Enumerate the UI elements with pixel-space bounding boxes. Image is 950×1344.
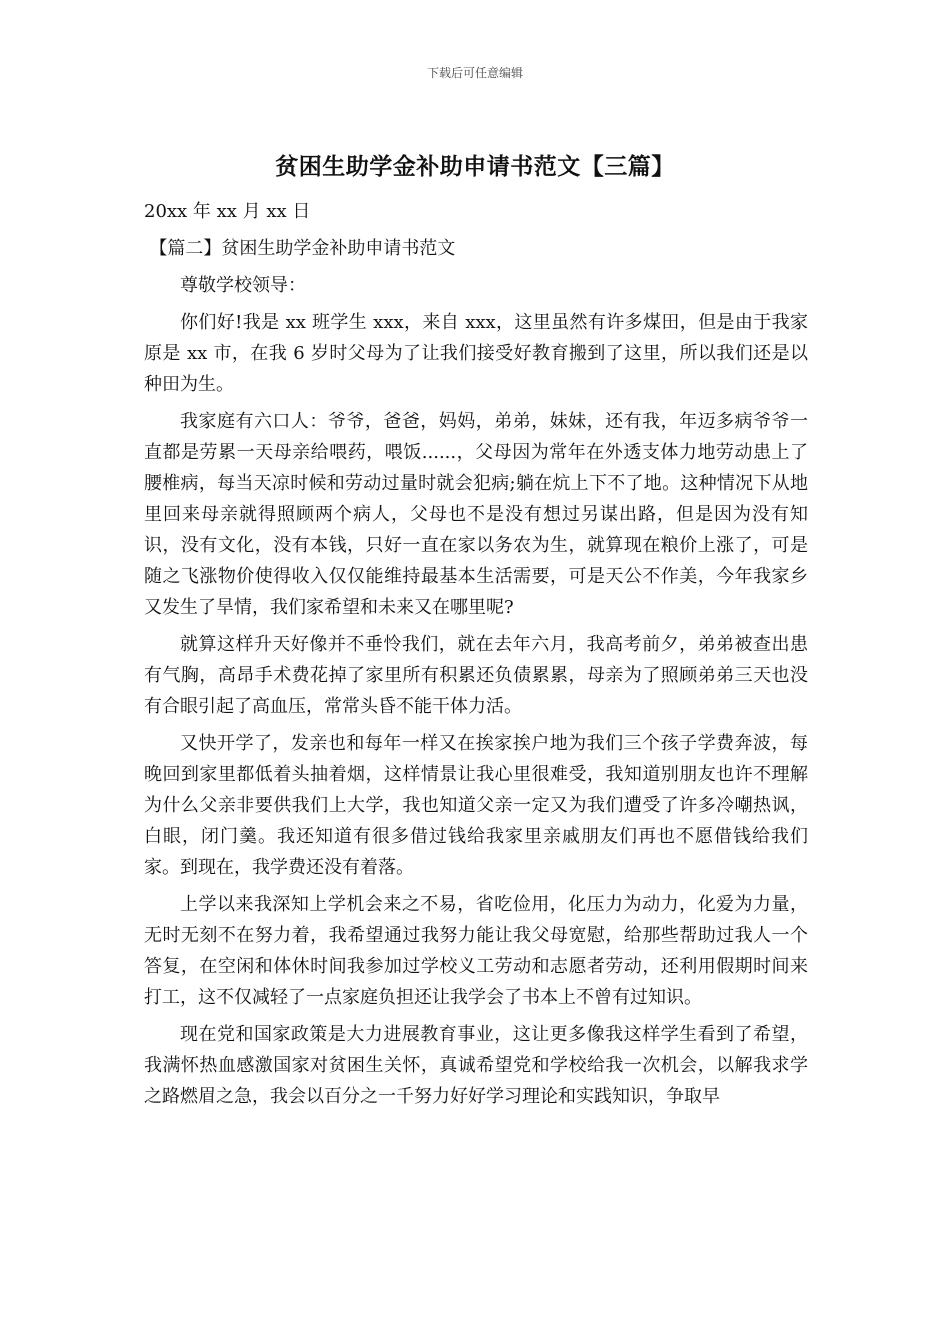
- document-date: 20xx 年 xx 月 xx 日: [144, 201, 311, 222]
- body-paragraph-5: 上学以来我深知上学机会来之不易，省吃俭用，化压力为动力，化爱为力量，无时无刻不在努力着，我希望通过我努力能让我父母宽慰，给那些帮助过我人一个答复，在空闲和体休时间我参加过学校义工劳动和志愿者劳动，还利用假期时间来打工，这不仅减轻了一点家庭负担还让我学会了书本上不曾有过知识。: [144, 894, 808, 1008]
- body-paragraph-6: 现在党和国家政策是大力进展教育事业，这让更多像我这样学生看到了希望，我满怀热血感激国家对贫困生关怀，真诚希望党和学校给我一次机会，以解我求学之路燃眉之急，我会以百分之一千努力好好学习理论和实践知识，争取早: [144, 1024, 808, 1107]
- body-paragraph-1: 你们好!我是 xx 班学生 xxx，来自 xxx，这里虽然有许多煤田，但是由于我家原是 xx 市，在我 6 岁时父母为了让我们接受好教育搬到了这里，所以我们还是以种田为生。: [144, 312, 808, 395]
- salutation: 尊敬学校领导：: [180, 275, 306, 296]
- document-body: [144, 196, 808, 1118]
- body-paragraph-4: 又快开学了，发亲也和每年一样又在挨家挨户地为我们三个孩子学费奔波，每晚回到家里都低着头抽着烟，这样情景让我心里很难受，我知道别朋友也许不理解为什么父亲非要供我们上大学，我也知道父亲一定又为我们遭受了许多冷嘲热讽，白眼，闭门羹。我还知道有很多借过钱给我家里亲戚朋友们再也不愿借钱给我们家。到现在，我学费还没有着落。: [144, 733, 808, 878]
- section-heading: 【篇二】贫困生助学金补助申请书范文: [149, 238, 456, 259]
- body-paragraph-3: 就算这样升天好像并不垂怜我们，就在去年六月，我高考前夕，弟弟被查出患有气胸，高昂手术费花掉了家里所有积累还负债累累，母亲为了照顾弟弟三天也没有合眼引起了高血压，常常头昏不能干体力活。: [144, 634, 808, 717]
- header-note: 下载后可任意编辑: [426, 66, 523, 80]
- body-paragraph-2: 我家庭有六口人：爷爷，爸爸，妈妈，弟弟，妹妹，还有我，年迈多病爷爷一直都是劳累一天母亲给喂药，喂饭......，父母因为常年在外透支体力地劳动患上了腰椎病，每当天凉时候和劳动过量时就会犯病;躺在炕上下不了地。这种情况下从地里回来母亲就得照顾两个病人，父母也不是没有想过另谋出路，但是因为没有知识，没有文化，没有本钱，只好一直在家以务农为生，就算现在粮价上涨了，可是随之飞涨物价使得收入仅仅能维持最基本生活需要，可是天公不作美，今年我家乡又发生了旱情，我们家希望和未来又在哪里呢?: [144, 411, 808, 618]
- document-title: 贫困生助学金补助申请书范文【三篇】: [275, 153, 675, 180]
